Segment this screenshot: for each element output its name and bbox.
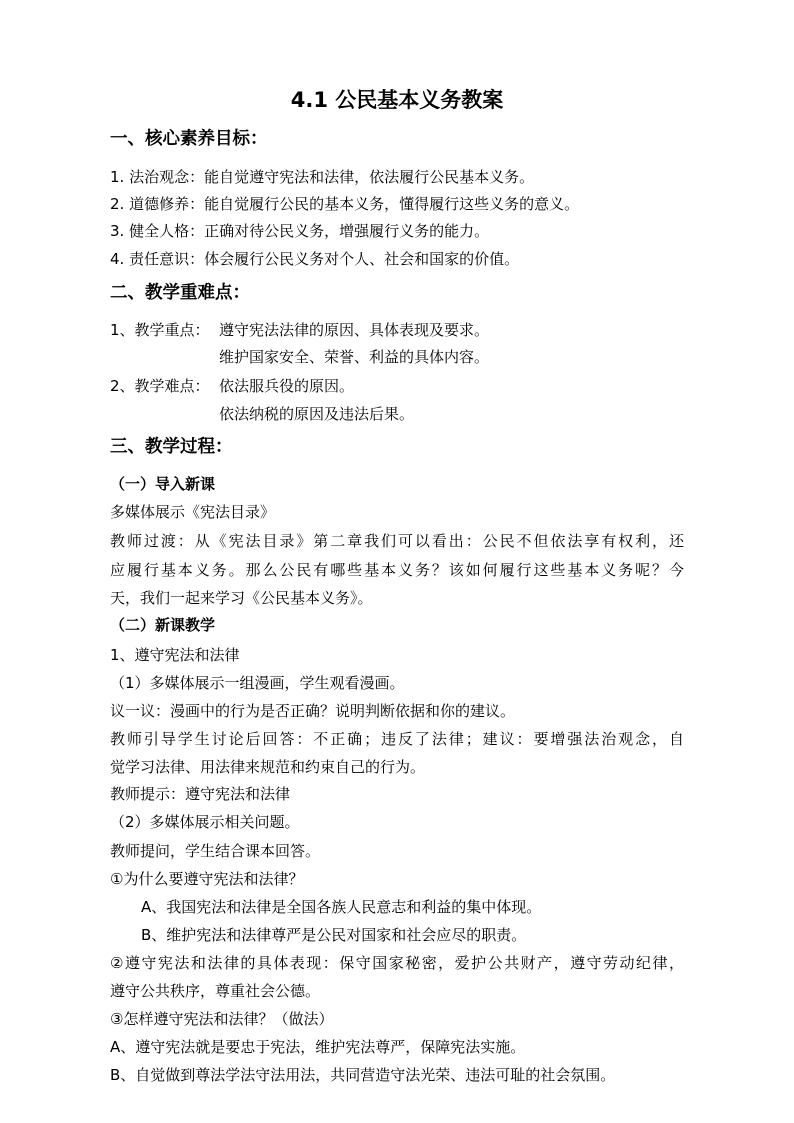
paragraph-line: B、自觉做到尊法学法守法用法，共同营造守法光荣、违法可耻的社会氛围。	[110, 1066, 616, 1084]
goal-item: 2. 道德修养：能自觉履行公民的基本义务，懂得履行这些义务的意义。	[110, 195, 580, 213]
paragraph-line: A、我国宪法和法律是全国各族人民意志和利益的集中体现。	[141, 898, 542, 916]
goal-item: 4. 责任意识：体会履行公民义务对个人、社会和国家的价值。	[110, 250, 520, 268]
goal-item: 1. 法治观念：能自觉遵守宪法和法律，依法履行公民基本义务。	[110, 168, 535, 186]
focus-label: 1、教学重点：	[110, 321, 210, 339]
subsection-heading-new-lesson: （二）新课教学	[110, 616, 216, 634]
paragraph-line: ①为什么要遵守宪法和法律？	[110, 870, 304, 888]
paragraph-line: （2）多媒体展示相关问题。	[110, 813, 300, 831]
paragraph-line: 教师提问，学生结合课本回答。	[110, 842, 321, 860]
paragraph-line: 多媒体展示《宪法目录》	[110, 503, 276, 521]
paragraph-line: 教师提示：遵守宪法和法律	[110, 785, 291, 803]
difficulty-label: 2、教学难点：	[110, 377, 210, 395]
paragraph-line: 教师过渡：从《宪法目录》第二章我们可以看出：公民不但依法享有权利，还	[110, 532, 684, 550]
paragraph-line: 教师引导学生讨论后回答：不正确；违反了法律；建议：要增强法治观念，自	[110, 730, 684, 748]
paragraph-line: 议一议：漫画中的行为是否正确？说明判断依据和你的建议。	[110, 702, 516, 720]
paragraph-line: 天，我们一起来学习《公民基本义务》。	[110, 589, 373, 607]
difficulty-item: 依法服兵役的原因。	[219, 377, 355, 395]
document-title: 4.1 公民基本义务教案	[290, 88, 504, 112]
paragraph-line: （1）多媒体展示一组漫画，学生观看漫画。	[110, 674, 405, 692]
paragraph-line: 遵守公共秩序，尊重社会公德。	[110, 982, 321, 1000]
paragraph-line: B、维护宪法和法律尊严是公民对国家和社会应尽的职责。	[141, 926, 527, 944]
difficulty-item: 依法纳税的原因及违法后果。	[219, 405, 415, 423]
paragraph-line: 1、遵守宪法和法律	[110, 646, 240, 664]
goal-item: 3. 健全人格：正确对待公民义务，增强履行义务的能力。	[110, 222, 490, 240]
section-heading-process: 三、教学过程：	[110, 437, 233, 457]
paragraph-line: A、遵守宪法就是要忠于宪法，维护宪法尊严，保障宪法实施。	[110, 1038, 526, 1056]
paragraph-line: ③怎样遵守宪法和法律？（做法）	[110, 1010, 334, 1028]
section-heading-key-points: 二、教学重难点：	[110, 283, 250, 303]
section-heading-goals: 一、核心素养目标：	[110, 129, 268, 149]
paragraph-line: 应履行基本义务。那么公民有哪些基本义务？该如何履行这些基本义务呢？今	[110, 561, 684, 579]
subsection-heading-intro: （一）导入新课	[110, 475, 216, 493]
focus-item: 维护国家安全、荣誉、利益的具体内容。	[219, 348, 490, 366]
paragraph-line: 觉学习法律、用法律来规范和约束自己的行为。	[110, 758, 426, 776]
paragraph-line: ②遵守宪法和法律的具体表现：保守国家秘密，爱护公共财产，遵守劳动纪律，	[110, 954, 684, 972]
focus-item: 遵守宪法法律的原因、具体表现及要求。	[219, 321, 490, 339]
